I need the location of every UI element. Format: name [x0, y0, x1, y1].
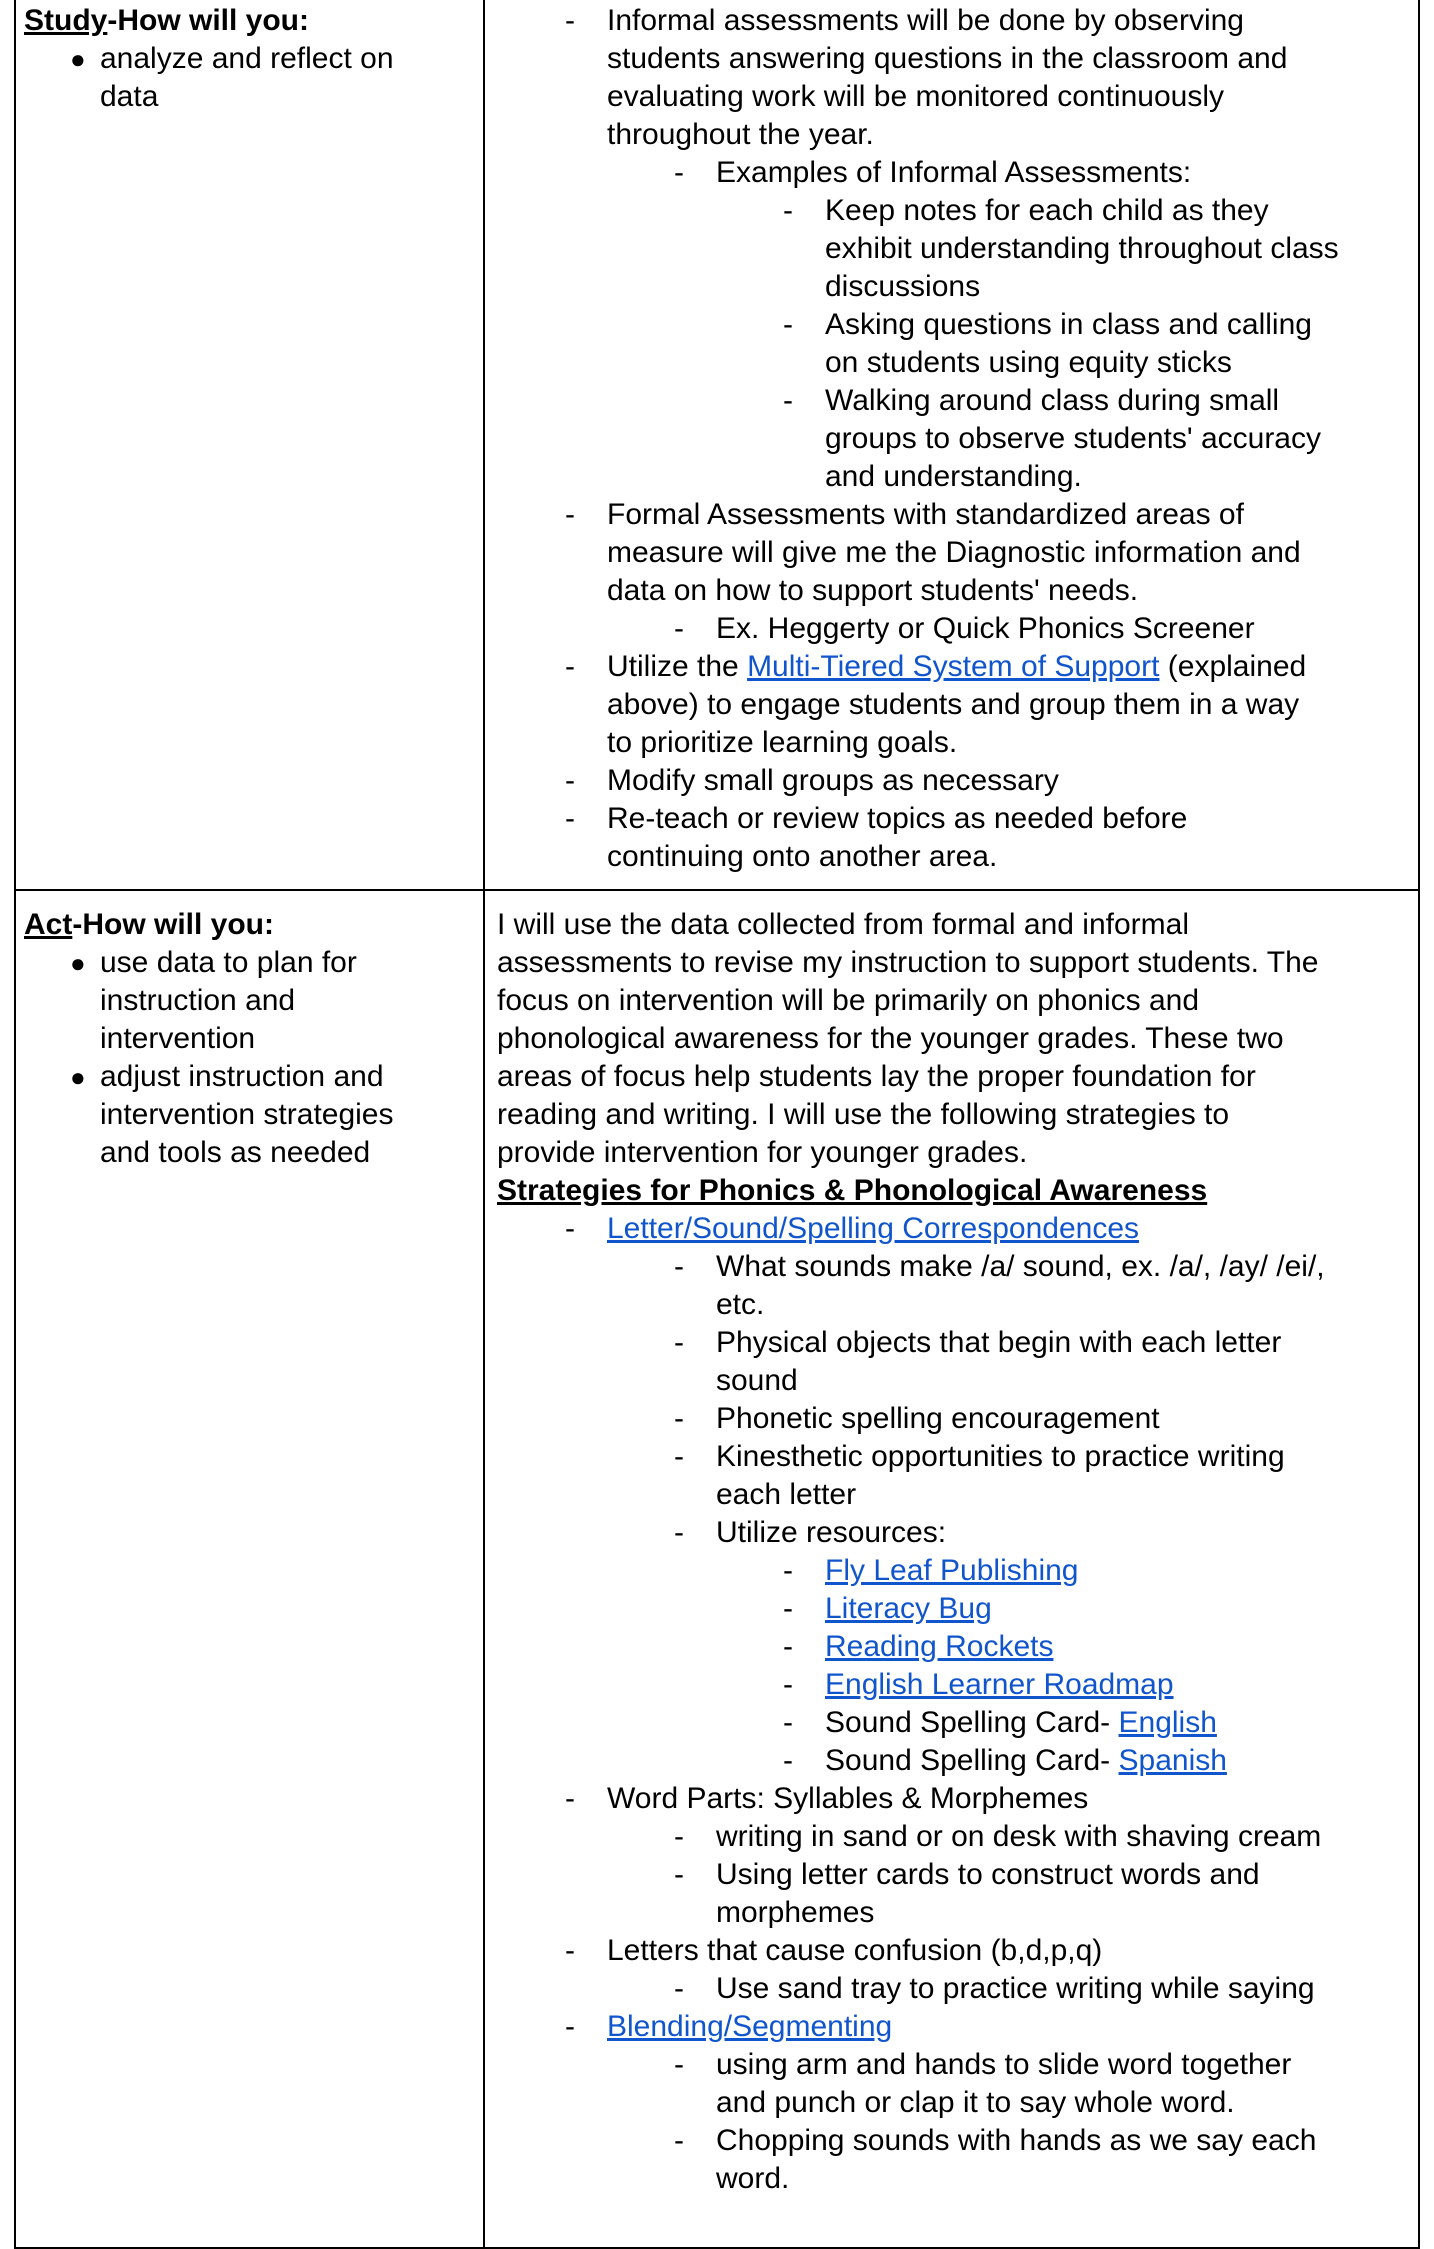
letter-sound-item: etc. [716, 1288, 765, 1321]
intro-line: areas of focus help students lay the proper foundation for [497, 1060, 1256, 1093]
bullet-dot: ● [70, 1062, 86, 1092]
word-parts-item: morphemes [716, 1896, 875, 1929]
letter-sound-item: sound [716, 1364, 798, 1397]
dash-marker: - [674, 156, 684, 189]
informal-line: Informal assessments will be done by observing [607, 4, 1244, 37]
letter-sound-link[interactable]: Letter/Sound/Spelling Correspondences [607, 1212, 1140, 1245]
act-bullet-line: intervention strategies [100, 1098, 394, 1131]
resource-link-reading-rockets[interactable]: Reading Rockets [825, 1630, 1054, 1663]
informal-line: students answering questions in the classroom and [607, 42, 1288, 75]
confusion-item: Use sand tray to practice writing while saying [716, 1972, 1315, 2005]
mtss-link[interactable]: Multi-Tiered System of Support [747, 650, 1160, 683]
sound-card-english-line: Sound Spelling Card- English [825, 1706, 1217, 1739]
reteach-line: continuing onto another area. [607, 840, 998, 873]
dash-marker: - [565, 650, 575, 683]
dash-marker: - [565, 498, 575, 531]
formal-line: Formal Assessments with standardized areas of [607, 498, 1244, 531]
study-row [14, 0, 1420, 891]
dash-marker: - [674, 1858, 684, 1891]
act-heading: Act-How will you: [24, 908, 274, 941]
study-heading: Study-How will you: [24, 4, 309, 37]
dash-marker: - [783, 1554, 793, 1587]
example-line: Walking around class during small [825, 384, 1280, 417]
dash-marker: - [674, 1972, 684, 2005]
dash-marker: - [565, 1934, 575, 1967]
word-parts-item: Using letter cards to construct words and [716, 1858, 1260, 1891]
modify-line: Modify small groups as necessary [607, 764, 1059, 797]
letter-sound-item: Phonetic spelling encouragement [716, 1402, 1160, 1435]
letter-sound-item: What sounds make /a/ sound, ex. /a/, /ay/ /ei/, [716, 1250, 1325, 1283]
dash-marker: - [674, 2124, 684, 2157]
bullet-dot: ● [70, 948, 86, 978]
blending-item: and punch or clap it to say whole word. [716, 2086, 1235, 2119]
dash-marker: - [783, 308, 793, 341]
resource-link-literacy-bug[interactable]: Literacy Bug [825, 1592, 992, 1625]
sound-card-spanish-link[interactable]: Spanish [1118, 1744, 1227, 1777]
strategies-heading: Strategies for Phonics & Phonological Awareness [497, 1174, 1208, 1207]
act-bullet-line: adjust instruction and [100, 1060, 384, 1093]
letter-sound-item: Utilize resources: [716, 1516, 947, 1549]
assessment-table [14, 0, 1420, 2228]
bullet-dot: ● [70, 44, 86, 74]
dash-marker: - [674, 1440, 684, 1473]
word-parts-item: writing in sand or on desk with shaving cream [716, 1820, 1322, 1853]
formal-example: Ex. Heggerty or Quick Phonics Screener [716, 612, 1255, 645]
mtss-line: above) to engage students and group them in a way [607, 688, 1300, 721]
act-label-cell [14, 889, 485, 2249]
resource-link-fly-leaf[interactable]: Fly Leaf Publishing [825, 1554, 1079, 1587]
study-content-cell [483, 0, 1420, 891]
dash-marker: - [565, 802, 575, 835]
dash-marker: - [565, 2010, 575, 2043]
act-content-cell [483, 889, 1420, 2249]
reteach-line: Re-teach or review topics as needed before [607, 802, 1188, 835]
letter-sound-item: Kinesthetic opportunities to practice writing [716, 1440, 1285, 1473]
act-bullet-line: instruction and [100, 984, 296, 1017]
blending-item: word. [716, 2162, 790, 2195]
dash-marker: - [783, 1630, 793, 1663]
dash-marker: - [783, 384, 793, 417]
dash-marker: - [783, 1706, 793, 1739]
blending-item: using arm and hands to slide word together [716, 2048, 1292, 2081]
dash-marker: - [565, 4, 575, 37]
intro-line: phonological awareness for the younger grades. These two [497, 1022, 1284, 1055]
formal-line: measure will give me the Diagnostic information and [607, 536, 1301, 569]
examples-label: Examples of Informal Assessments: [716, 156, 1192, 189]
example-line: Asking questions in class and calling [825, 308, 1312, 341]
informal-line: throughout the year. [607, 118, 874, 151]
dash-marker: - [565, 764, 575, 797]
intro-line: I will use the data collected from formal and informal [497, 908, 1189, 941]
act-bullet-line: use data to plan for [100, 946, 357, 979]
example-line: groups to observe students' accuracy [825, 422, 1321, 455]
dash-marker: - [783, 1668, 793, 1701]
dash-marker: - [674, 1250, 684, 1283]
intro-line: reading and writing. I will use the following strategies to [497, 1098, 1230, 1131]
dash-marker: - [783, 1592, 793, 1625]
dash-marker: - [565, 1212, 575, 1245]
blending-segmenting-link[interactable]: Blending/Segmenting [607, 2010, 893, 2043]
example-line: and understanding. [825, 460, 1082, 493]
act-bullet-line: and tools as needed [100, 1136, 371, 1169]
example-line: discussions [825, 270, 981, 303]
study-label-cell [14, 0, 485, 891]
study-bullet-line: analyze and reflect on [100, 42, 394, 75]
act-row [14, 889, 1420, 2249]
mtss-line: to prioritize learning goals. [607, 726, 958, 759]
letter-sound-item: Physical objects that begin with each letter [716, 1326, 1282, 1359]
sound-card-spanish-line: Sound Spelling Card- Spanish [825, 1744, 1227, 1777]
dash-marker: - [674, 1402, 684, 1435]
intro-line: provide intervention for younger grades. [497, 1136, 1028, 1169]
dash-marker: - [674, 1326, 684, 1359]
letter-sound-item: each letter [716, 1478, 857, 1511]
intro-line: assessments to revise my instruction to support students. The [497, 946, 1319, 979]
example-line: Keep notes for each child as they [825, 194, 1269, 227]
study-bullet-line: data [100, 80, 159, 113]
dash-marker: - [565, 1782, 575, 1815]
dash-marker: - [674, 1820, 684, 1853]
example-line: on students using equity sticks [825, 346, 1232, 379]
mtss-line: Utilize the Multi-Tiered System of Support (explained [607, 650, 1307, 683]
confusion-line: Letters that cause confusion (b,d,p,q) [607, 1934, 1103, 1967]
example-line: exhibit understanding throughout class [825, 232, 1339, 265]
dash-marker: - [674, 2048, 684, 2081]
formal-line: data on how to support students' needs. [607, 574, 1139, 607]
resource-link-english-learner-roadmap[interactable]: English Learner Roadmap [825, 1668, 1174, 1701]
dash-marker: - [783, 194, 793, 227]
word-parts-line: Word Parts: Syllables & Morphemes [607, 1782, 1089, 1815]
dash-marker: - [674, 1516, 684, 1549]
act-bullet-line: intervention [100, 1022, 256, 1055]
sound-card-english-link[interactable]: English [1118, 1706, 1217, 1739]
informal-line: evaluating work will be monitored continuously [607, 80, 1224, 113]
intro-line: focus on intervention will be primarily on phonics and [497, 984, 1200, 1017]
dash-marker: - [783, 1744, 793, 1777]
blending-item: Chopping sounds with hands as we say each [716, 2124, 1317, 2157]
dash-marker: - [674, 612, 684, 645]
